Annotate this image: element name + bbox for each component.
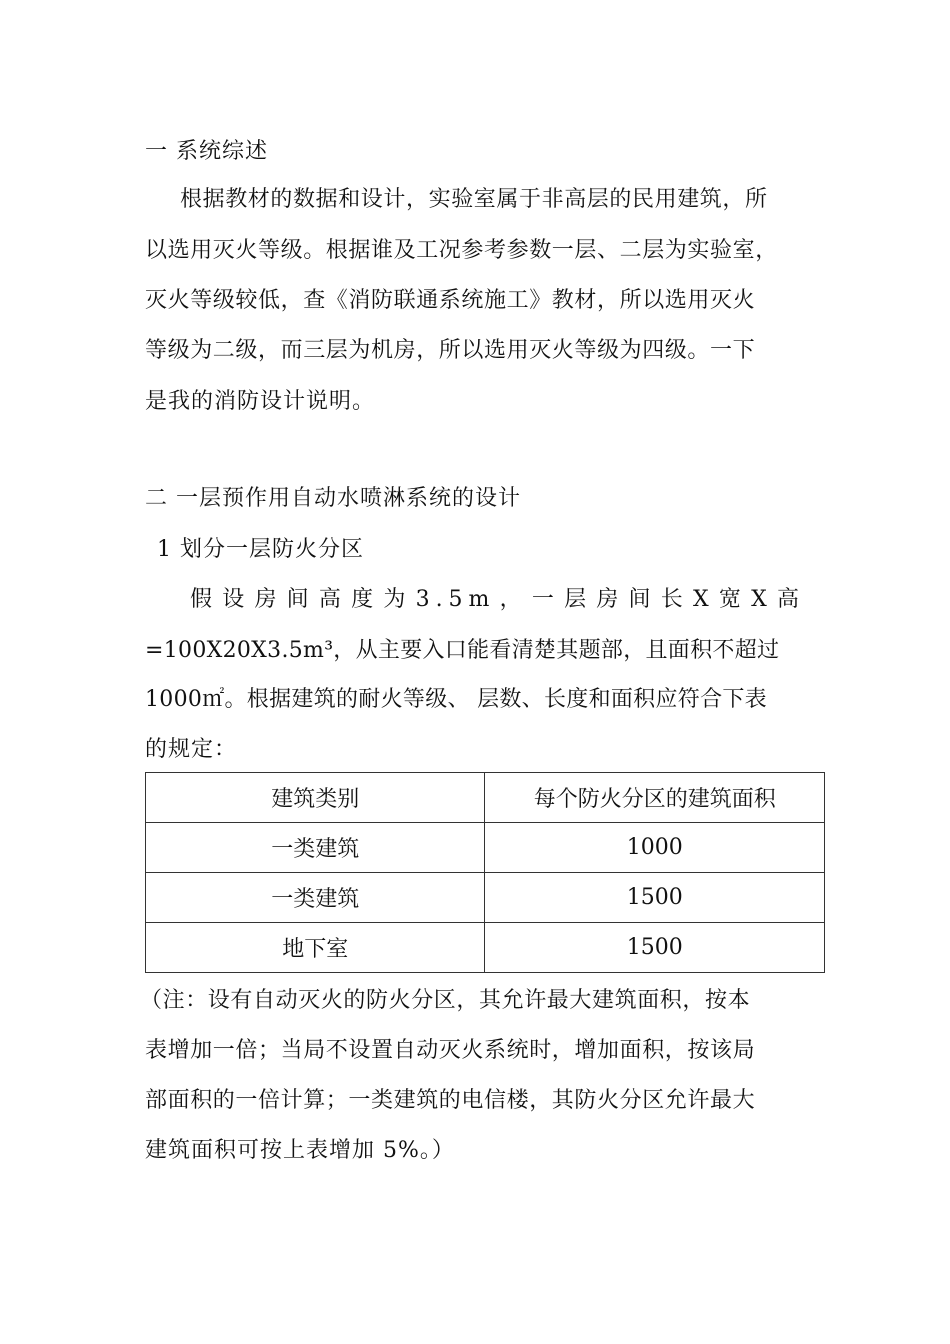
section2-subheading: 1 划分一层防火分区 xyxy=(157,537,364,562)
table-cell: 一类建筑 xyxy=(146,823,485,873)
note-line-1: （注：设有自动灭火的防火分区，其允许最大建筑面积，按本 xyxy=(140,988,751,1013)
table-cell: 1000 xyxy=(485,823,825,873)
table-cell: 1500 xyxy=(485,923,825,973)
section2-line-4: 的规定： xyxy=(145,737,238,762)
fire-zone-table xyxy=(145,772,825,973)
section2-line-1: 假设房间高度为3.5m，一层房间长X宽X高 xyxy=(190,587,805,612)
table-header-cell: 建筑类别 xyxy=(146,773,485,823)
section1-heading: 一 系统综述 xyxy=(145,139,268,164)
section1-line-2: 以选用灭火等级。根据谁及工况参考参数一层、二层为实验室， xyxy=(145,238,778,263)
section1-line-1: 根据教材的数据和设计，实验室属于非高层的民用建筑，所 xyxy=(180,187,768,212)
table-row xyxy=(146,923,825,973)
section1-line-4: 等级为二级，而三层为机房，所以选用灭火等级为四级。一下 xyxy=(145,338,756,363)
table-row xyxy=(146,873,825,923)
table-cell: 地下室 xyxy=(146,923,485,973)
table-header-cell: 每个防火分区的建筑面积 xyxy=(485,773,825,823)
table-row xyxy=(146,823,825,873)
table-cell: 一类建筑 xyxy=(146,873,485,923)
note-line-3: 部面积的一倍计算；一类建筑的电信楼，其防火分区允许最大 xyxy=(145,1088,756,1113)
note-line-2: 表增加一倍；当局不设置自动灭火系统时，增加面积，按该局 xyxy=(145,1038,756,1063)
note-line-4: 建筑面积可按上表增加 5%。） xyxy=(145,1138,455,1163)
section1-line-3: 灭火等级较低，查《消防联通系统施工》教材，所以选用灭火 xyxy=(145,288,756,313)
section2-line-3: 1000㎡。根据建筑的耐火等级、 层数、长度和面积应符合下表 xyxy=(145,687,767,712)
section2-line-2: =100X20X3.5m³，从主要入口能看清楚其题部，且面积不超过 xyxy=(145,638,780,663)
section1-line-5: 是我的消防设计说明。 xyxy=(145,389,376,414)
table-cell: 1500 xyxy=(485,873,825,923)
section2-heading: 二 一层预作用自动水喷淋系统的设计 xyxy=(145,486,521,511)
table-header-row xyxy=(146,773,825,823)
